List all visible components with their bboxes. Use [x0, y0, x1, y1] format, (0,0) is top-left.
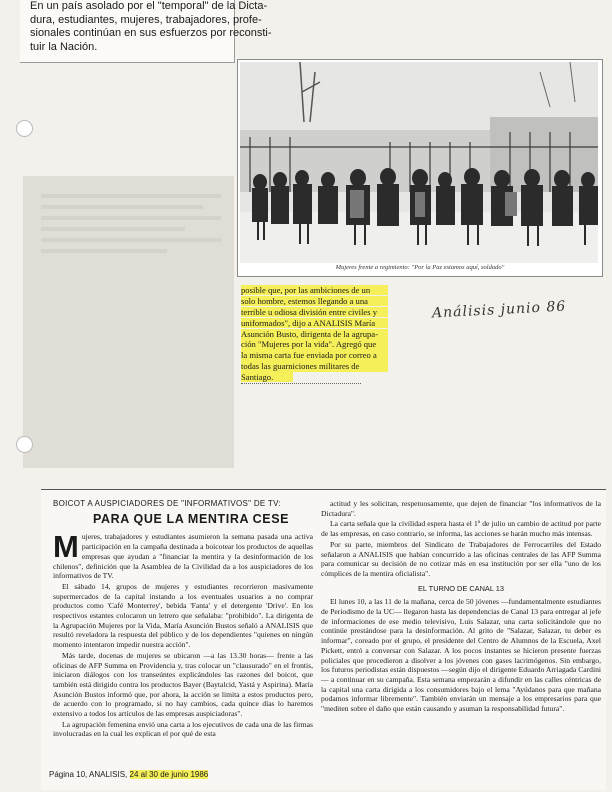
page-footer: [49, 770, 208, 779]
snippet-line: terrible u odiosa división entre civiles y: [241, 307, 388, 317]
top-clipping-line: sionales continúan en sus esfuerzos por reconsti-: [30, 27, 272, 39]
cut-edge: [241, 383, 361, 390]
article-headline: PARA QUE LA MENTIRA CESE: [93, 511, 290, 526]
handwritten-note: Análisis junio 86: [431, 298, 567, 322]
snippet-line: posible que, por las ambiciones de un: [241, 285, 388, 295]
article-paragraph: Mujeres, trabajadores y estudiantes asumieron la semana pasada una activa participación en la campaña destinada a boicotear los productos de aquellas empresas que ayudan a "financiar la mentira y la desinformación de los chilenos", definición que la Asamblea de la Civilidad da a los auspiciadores de los informativos de TV.: [53, 529, 313, 581]
snippet-line: Santiago.: [241, 372, 293, 382]
footer-page-info: Página 10, ANALISIS,: [49, 770, 130, 779]
article-column-1: [53, 499, 313, 740]
protest-photo-image: [240, 62, 598, 263]
snippet-line: todas las guarniciones militares de: [241, 361, 388, 371]
photo-caption: Mujeres frente a regimiento: "Por la Paz estamos aquí, soldado": [335, 264, 505, 271]
snippet-line: Asunción Busto, dirigenta de la agrupa-: [241, 329, 388, 339]
highlighted-snippet: [241, 285, 388, 390]
article-clipping: [41, 489, 606, 790]
article-paragraph: actitud y les solicitan, respetuosamente, que dejen de financiar "los informativos de la Dictadura".: [321, 499, 601, 518]
article-subhead: EL TURNO DE CANAL 13: [418, 583, 504, 593]
article-paragraph: La carta señala que la civilidad espera hasta el 1º de julio un cambio de actitud por parte de las empresas, en caso contrario, se informa, las acciones se harán mucho más intensas.: [321, 519, 601, 539]
footer-date: 24 al 30 de junio 1986: [129, 770, 209, 779]
top-clipping-line: tuir la Nación.: [30, 40, 98, 53]
article-paragraph: Por su parte, miembros del Sindicato de Trabajadores de Ferrocarriles del Estado señalaron a ANALISIS que habían concurrido a las oficinas centrales de las AFP Summa para comunicar su decisión de no cotizar más en esa institución por ser ella "uno de los cómplices de la mentira oficialista".: [321, 539, 601, 578]
top-clipping-line: dura, estudiantes, mujeres, trabajadores, profe-: [30, 13, 262, 26]
article-paragraph: El sábado 14, grupos de mujeres y estudiantes recorrieron masivamente supermercados de la capital instando a los eventuales usuarios a no comprar productos como 'Café Monterrey', bebida 'Fanta' y el detergente 'Drive'. En los respectivos estantes colocaron un letrero que señalaba: "prohibido". La dirigenta de la Agrupación Mujeres por la Vida, María Asunción Bustos señaló a ANALISIS que resultó reveladora la respuesta del público y de los dependientes "quienes en ningún momento intentaron impedir nuestra acción".: [53, 581, 313, 650]
article-column-2: [321, 499, 601, 715]
top-clipping-line: En un país asolado por el "temporal" de la Dicta-: [30, 0, 268, 12]
drop-cap: M: [53, 529, 79, 565]
article-paragraph: El lunes 10, a las 11 de la mañana, cerca de 50 jóvenes —fundamentalmente estudiantes de Periodismo de la UC— llegaron hasta las dependencias de Canal 13 para entregar al jefe de informaciones de ese medio televisivo, Luis Salazar, una carta solicitándole que no continúe prestándose para la desinformación. Al grito de "Salazar, Salazar, tu deber es informar", coreado por el grupo, el presidente del Centro de Alumnos de la Escuela, Axel Pickett, entró a conversar con Salazar. A los pocos instantes se hicieron presente fuerzas policiales que procedieron a disolver a los jóvenes con gases lacrimógenos. Sin embargo, los futuros periodistas están dispuestos —según dijo el dirigente Eduardo Arriagada Cardini— a continuar en su campaña. Esta semana empezarán a difundir en las calles céntricas de la capital una carta dirigida a los consumidores bajo el lema "Ayúdanos para que mañana podamos informar libremente". También enviarán un mensaje a los empresarios para que "mediten sobre el daño que están causando y asuman la responsabilidad futura".: [321, 597, 601, 714]
snippet-line: solo hombre, estemos llegando a una: [241, 296, 388, 306]
faded-paper-clipping: [23, 176, 234, 468]
article-kicker: BOICOT A AUSPICIADORES DE "INFORMATIVOS" DE TV:: [53, 499, 281, 508]
snippet-line: ción "Mujeres por la vida". Agregó que: [241, 339, 388, 349]
article-paragraph: Más tarde, docenas de mujeres se ubicaron —a las 13.30 horas— frente a las oficinas de AFP Summa en Providencia y, tras colocar un "clausurado" en el frontis, iniciaron diálogos con los transeúntes explicándoles las razones del boicot, que también está dirigido contra los productos Bayer (Baytalcid, Yastá y Aspirina). María Asunción Bustos informó que, por ahora, la acción se limita a estos productos pero, de acuerdo con lo programado, si no hay cambios, cada quince días lo haremos extensivo a todos los artículos de las empresas auspiciadoras".: [53, 650, 313, 719]
snippet-line: uniformados", dijo a ANALISIS María: [241, 318, 388, 328]
snippet-line: la misma carta fue enviada por correo a: [241, 350, 388, 360]
top-clipping-text: [20, 0, 272, 54]
top-clipping: [20, 0, 272, 63]
binder-hole: [16, 120, 33, 137]
article-paragraph: La agrupación femenina envió una carta a los ejecutivos de cada una de las firmas involucradas en la cual les explican el por qué de esta: [53, 719, 313, 739]
binder-hole: [16, 436, 33, 453]
faded-text-lines: [41, 194, 221, 260]
news-photo: [237, 59, 603, 277]
